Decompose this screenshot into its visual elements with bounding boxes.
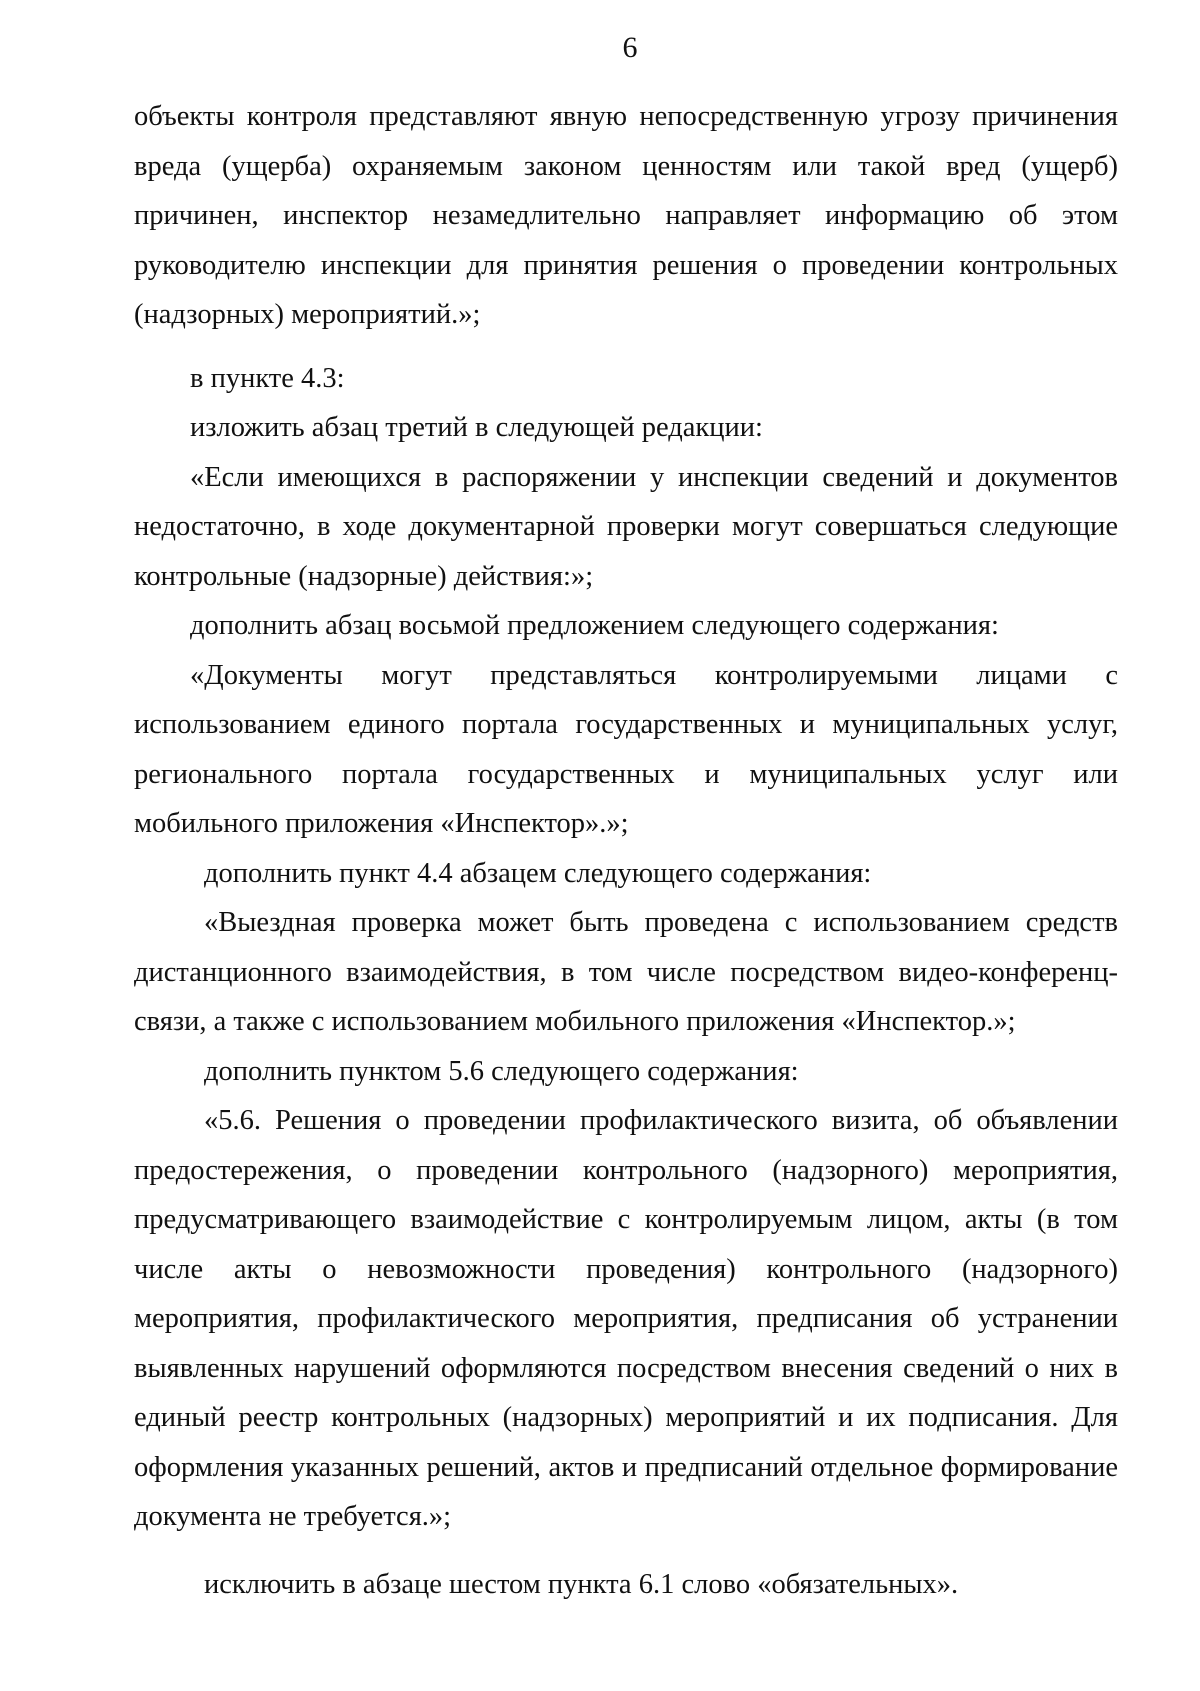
paragraph-quote-documents: «Документы могут представляться контролируемыми лицами с использованием единого портала государственных и муниципальных услуг, регионального портала государственных и муниципальных услуг или мобильного приложения «Инспектор».»;	[134, 659, 1118, 839]
paragraph-amend-eighth: дополнить абзац восьмой предложением следующего содержания:	[190, 610, 999, 641]
paragraph-exclude-word: исключить в абзаце шестом пункта 6.1 слово «обязательных».	[204, 1568, 959, 1600]
paragraph-point-4-3: в пункте 4.3:	[190, 362, 345, 394]
paragraph-continuation: объекты контроля представляют явную непосредственную угрозу причинения вреда (ущерба) охраняемым законом ценностям или такой вред (ущерб) причинен, инспектор незамедлительно направляет информацию об этом руководителю инспекции для принятия решения о проведении контрольных (надзорных) мероприятий.»;	[134, 101, 1118, 330]
paragraph-amend-third: изложить абзац третий в следующей редакции:	[190, 412, 763, 443]
document-body	[134, 92, 1118, 1609]
paragraph-quote-5-6: «5.6. Решения о проведении профилактического визита, об объявлении предостережения, о проведении контрольного (надзорного) мероприятия, предусматривающего взаимодействие с контролируемым лицом, акты (в том числе акты о невозможности проведения) контрольного (надзорного) мероприятия, профилактического мероприятия, предписания об устранении выявленных нарушений оформляются посредством внесения сведений о них в единый реестр контрольных (надзорных) мероприятий и их подписания. Для оформления указанных решений, актов и предписаний отдельное формирование документа не требуется.»;	[134, 1105, 1118, 1532]
paragraph-amend-5-6: дополнить пунктом 5.6 следующего содержания:	[204, 1055, 799, 1087]
paragraph-quote-site-inspection: «Выездная проверка может быть проведена с использованием средств дистанционного взаимодействия, в том числе посредством видео-конференц-связи, а также с использованием мобильного приложения «Инспектор.»;	[134, 907, 1118, 1037]
paragraph-amend-4-4: дополнить пункт 4.4 абзацем следующего содержания:	[204, 857, 872, 889]
page-number: 6	[622, 31, 638, 64]
paragraph-quote-documentary-check: «Если имеющихся в распоряжении у инспекции сведений и документов недостаточно, в ходе документарной проверки могут совершаться следующие контрольные (надзорные) действия:»;	[134, 461, 1118, 592]
